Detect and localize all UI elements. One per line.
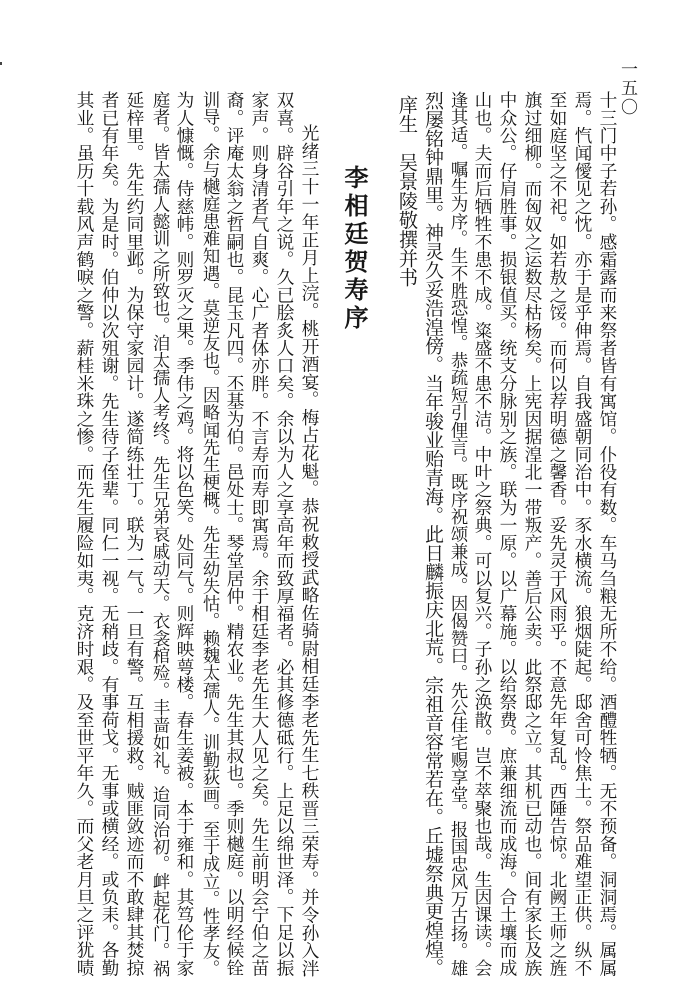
prev-line-3: 至如庭坚之不祀。如若敖之馁。而何以荐明德之馨香。妥先灵于风雨乎。不意先年复乱。西陲告惊。北阙王师之旌	[547, 91, 567, 977]
essay-line-6: 为人慷慨。侍慈帏。则罗灭之果。季伟之鸡。将以色笑。处同气。则辉映萼楼。春生姜被。本于雍和。其笃伦于家	[174, 91, 194, 977]
prev-line-5: 中众公。仔肩胜事。损银值买。统支分脉别之族。联为一原。以广幕施。以给祭费。庶兼细流而成海。合土壤而成	[497, 91, 517, 977]
essay-title: 李相廷贺寿序	[340, 165, 368, 333]
prev-signature: 庠生 吴景陵敬撰并书	[396, 95, 419, 287]
essay-line-9: 者已有年矣。为是时。伯仲以次殂谢。先生待子侄辈。同仁一视。无稍歧。有事荷戈。无事或横经。或负耒。各勤	[99, 91, 119, 977]
essay-line-2: 双喜。辟谷引年之说。久已脍炙人口矣。余以为人之享高年而致厚福者。必其修德砥行。上足以绵世泽。下足以振	[274, 91, 294, 977]
essay-line-8: 延梓里。先生约同里邺。为保守家园计。遂简练壮丁。联为一气。一旦有警。互相援救。贼匪敛迹而不敢肆其焚掠	[124, 91, 144, 977]
essay-line-10: 其业。虽历十载风声鹤唳之警。薪桂米珠之惨。而先生履险如夷。克济时艰。及至世平年久。而父老月旦之评犹啧	[74, 91, 94, 977]
essay-line-4: 裔。评庵太翁之哲嗣也。昆玉凡四。丕基为伯。邑处士。琴堂居仲。精农业。先生其叔也。季则樾庭。以明经候铨	[224, 91, 244, 977]
essay-line-5: 训导。余与樾庭患难知遇。莫逆友也。因略闻先生梗概。先生幼失怙。赖魏太孺人。训勤荻画。至于成立。性孝友。	[199, 91, 219, 977]
prev-line-7: 逢其适。嘱生为序。生不胜恐惶。恭疏短引俚言。既序祝颂兼成。因偈赞曰。先公佳宅赐享堂。报国忠风万古扬。雄	[447, 91, 467, 977]
prev-line-1: 十三门中子若孙。感霜露而来祭者皆有寓馆。仆役有数。车马刍粮无所不给。酒醴牲牺。无不预备。洞洞焉。属属	[597, 91, 617, 977]
prev-line-2: 焉。忾闻僾见之忱。亦于是乎伸焉。自我盛朝同治中。豕水横流。狼烟陡起。邸舍可怜焦土。祭品难望正供。纵不	[572, 91, 592, 977]
prev-line-6: 山也。夫而后牺牲不患不成。粢盛不患不洁。中叶之祭典。可以复兴。子孙之涣散。岂不萃聚也哉。生因课读。会	[472, 91, 492, 977]
page-edge-mark	[0, 62, 2, 65]
prev-line-8: 烈屡铭钟鼎里。神灵久妥浩湟傍。当年骏业贻青海。此日麟振庆北荒。宗祖音容常若在。丘墟祭典更煌煌。	[422, 91, 443, 977]
page-number: 一五〇	[617, 60, 637, 117]
essay-line-1: 光绪三十一年正月上浣。桃开酒宴。梅占花魁。恭祝敕授武略佐骑尉相廷李老先生七秩晋三荣寿。并令孙入泮	[299, 124, 319, 977]
prev-line-4: 旗过细柳。而匈奴之运数尽枯杨矣。上宪因据湟北一带叛产。善后公卖。此祭邸之立。其机已动也。间有家长及族	[522, 91, 542, 977]
essay-line-7: 庭者。皆太孺人懿训之所致也。洎太孺人考终。先生兄弟哀戚动天。衣衾棺殓。丰啬如礼。迨同治初。衅起花门。祸	[149, 91, 169, 977]
essay-line-3: 家声。则身清者气自爽。心广者体亦胖。不言寿而寿即寓焉。余于相廷李老先生大人见之矣。先生前明会宁伯之苗	[249, 91, 269, 977]
